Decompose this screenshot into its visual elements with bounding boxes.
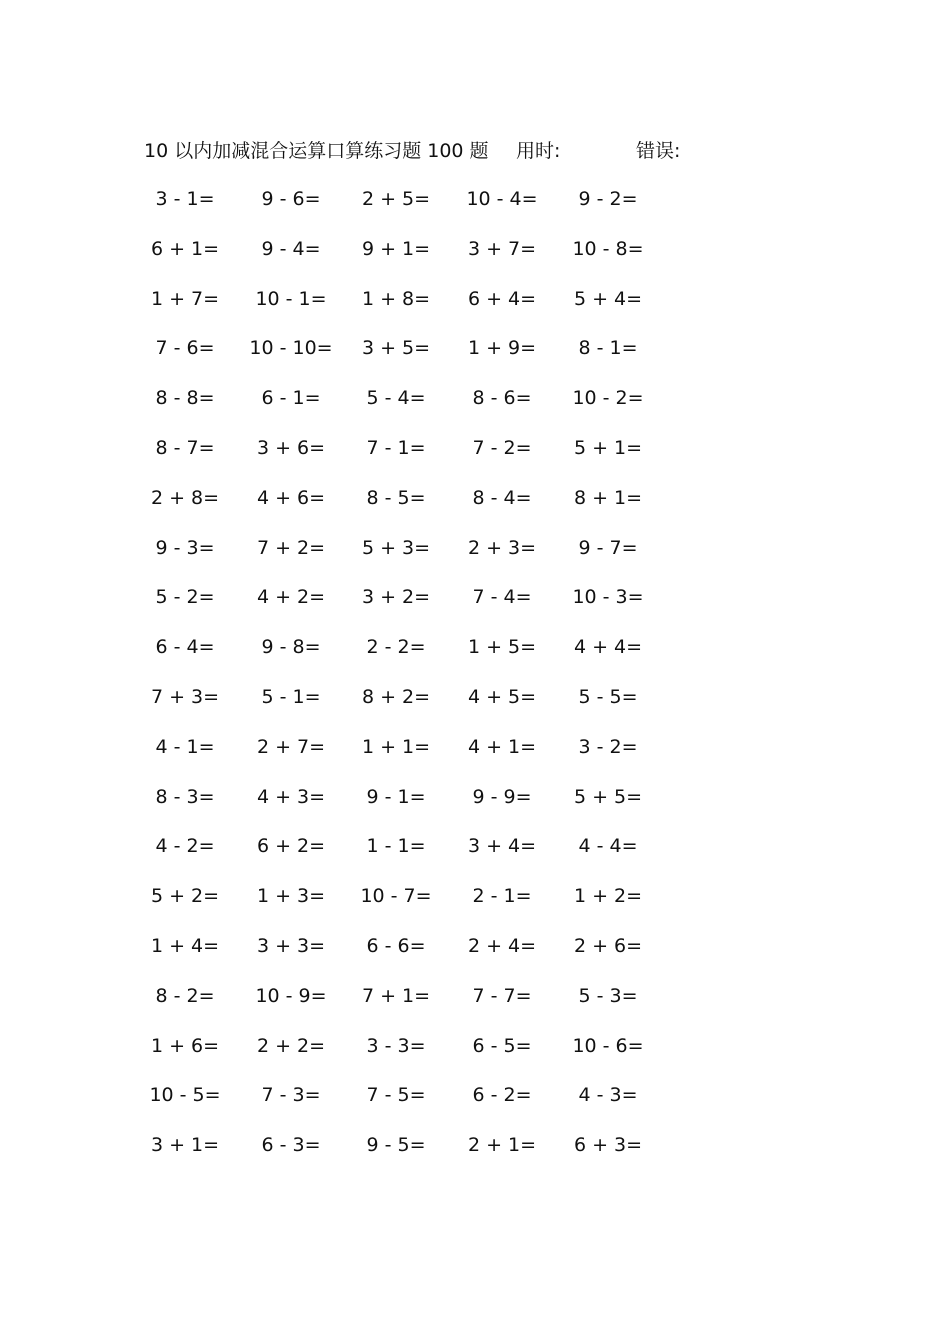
arithmetic-problem: 4 + 1= bbox=[467, 735, 537, 758]
arithmetic-problem: 7 - 1= bbox=[366, 436, 426, 459]
arithmetic-problem: 6 - 1= bbox=[261, 387, 321, 410]
arithmetic-problem: 4 + 4= bbox=[573, 636, 643, 659]
arithmetic-problem: 3 - 3= bbox=[366, 1034, 426, 1057]
arithmetic-problem: 1 + 3= bbox=[256, 885, 326, 908]
arithmetic-problem: 5 - 3= bbox=[578, 984, 638, 1007]
problem-row bbox=[0, 680, 950, 730]
arithmetic-problem: 8 - 4= bbox=[472, 486, 532, 509]
arithmetic-problem: 2 + 1= bbox=[467, 1134, 537, 1157]
arithmetic-problem: 9 - 9= bbox=[472, 785, 532, 808]
arithmetic-problem: 6 + 1= bbox=[150, 237, 220, 260]
arithmetic-problem: 4 + 6= bbox=[256, 486, 326, 509]
arithmetic-problem: 5 - 2= bbox=[155, 586, 215, 609]
worksheet-title: 10 以内加减混合运算口算练习题 100 题 bbox=[144, 140, 489, 162]
arithmetic-problem: 8 - 8= bbox=[155, 387, 215, 410]
arithmetic-problem: 5 - 1= bbox=[261, 685, 321, 708]
arithmetic-problem: 5 + 4= bbox=[573, 287, 643, 310]
arithmetic-problem: 9 - 6= bbox=[261, 188, 321, 210]
arithmetic-problem: 4 - 3= bbox=[578, 1084, 638, 1107]
time-used-label: 用时: bbox=[516, 140, 561, 162]
arithmetic-problem: 2 + 7= bbox=[256, 735, 326, 758]
arithmetic-problem: 9 - 7= bbox=[578, 536, 638, 559]
arithmetic-problem: 3 + 2= bbox=[361, 586, 431, 609]
problem-row bbox=[0, 929, 950, 979]
problem-row bbox=[0, 780, 950, 830]
arithmetic-problem: 6 - 5= bbox=[472, 1034, 532, 1057]
arithmetic-problem: 8 + 1= bbox=[573, 486, 643, 509]
arithmetic-problem: 2 - 1= bbox=[472, 885, 532, 908]
arithmetic-problem: 10 - 9= bbox=[255, 984, 327, 1007]
arithmetic-problem: 5 - 4= bbox=[366, 387, 426, 410]
problem-row bbox=[0, 232, 950, 282]
arithmetic-problem: 10 - 3= bbox=[572, 586, 644, 609]
arithmetic-problem: 1 + 1= bbox=[361, 735, 431, 758]
arithmetic-problem: 3 - 1= bbox=[155, 188, 215, 210]
arithmetic-problem: 4 - 4= bbox=[578, 835, 638, 858]
arithmetic-problem: 9 - 8= bbox=[261, 636, 321, 659]
arithmetic-problem: 1 + 2= bbox=[573, 885, 643, 908]
arithmetic-problem: 5 + 2= bbox=[150, 885, 220, 908]
arithmetic-problem: 1 + 7= bbox=[150, 287, 220, 310]
arithmetic-problem: 7 - 7= bbox=[472, 984, 532, 1007]
problem-row bbox=[0, 580, 950, 630]
arithmetic-problem: 6 - 6= bbox=[366, 934, 426, 957]
arithmetic-problem: 8 - 5= bbox=[366, 486, 426, 509]
arithmetic-problem: 1 + 6= bbox=[150, 1034, 220, 1057]
arithmetic-problem: 2 + 5= bbox=[361, 188, 431, 210]
arithmetic-problem: 7 - 2= bbox=[472, 436, 532, 459]
arithmetic-problem: 5 + 3= bbox=[361, 536, 431, 559]
arithmetic-problem: 4 + 2= bbox=[256, 586, 326, 609]
arithmetic-problem: 8 - 1= bbox=[578, 337, 638, 360]
arithmetic-problem: 9 - 1= bbox=[366, 785, 426, 808]
arithmetic-problem: 1 - 1= bbox=[366, 835, 426, 858]
arithmetic-problem: 3 + 3= bbox=[256, 934, 326, 957]
arithmetic-problem: 6 + 3= bbox=[573, 1134, 643, 1157]
problem-row bbox=[0, 879, 950, 929]
arithmetic-problem: 2 - 2= bbox=[366, 636, 426, 659]
arithmetic-problem: 8 + 2= bbox=[361, 685, 431, 708]
arithmetic-problem: 1 + 8= bbox=[361, 287, 431, 310]
problem-grid bbox=[0, 182, 950, 1178]
problem-row bbox=[0, 630, 950, 680]
arithmetic-problem: 3 + 1= bbox=[150, 1134, 220, 1157]
arithmetic-problem: 6 - 4= bbox=[155, 636, 215, 659]
arithmetic-problem: 10 - 5= bbox=[149, 1084, 221, 1107]
problem-row bbox=[0, 381, 950, 431]
problem-row bbox=[0, 481, 950, 531]
arithmetic-problem: 3 + 4= bbox=[467, 835, 537, 858]
arithmetic-problem: 9 - 5= bbox=[366, 1134, 426, 1157]
arithmetic-problem: 9 - 4= bbox=[261, 237, 321, 260]
problem-row bbox=[0, 431, 950, 481]
problem-row bbox=[0, 979, 950, 1029]
arithmetic-problem: 6 + 2= bbox=[256, 835, 326, 858]
problem-row bbox=[0, 531, 950, 581]
arithmetic-problem: 2 + 8= bbox=[150, 486, 220, 509]
problem-row bbox=[0, 182, 950, 232]
arithmetic-problem: 8 - 7= bbox=[155, 436, 215, 459]
arithmetic-problem: 10 - 2= bbox=[572, 387, 644, 410]
arithmetic-problem: 4 - 1= bbox=[155, 735, 215, 758]
arithmetic-problem: 7 - 5= bbox=[366, 1084, 426, 1107]
arithmetic-problem: 8 - 3= bbox=[155, 785, 215, 808]
arithmetic-problem: 3 + 7= bbox=[467, 237, 537, 260]
arithmetic-problem: 5 + 1= bbox=[573, 436, 643, 459]
arithmetic-problem: 9 + 1= bbox=[361, 237, 431, 260]
arithmetic-problem: 2 + 6= bbox=[573, 934, 643, 957]
arithmetic-problem: 2 + 4= bbox=[467, 934, 537, 957]
problem-row bbox=[0, 1128, 950, 1178]
arithmetic-problem: 10 - 6= bbox=[572, 1034, 644, 1057]
arithmetic-problem: 7 + 3= bbox=[150, 685, 220, 708]
arithmetic-problem: 7 + 2= bbox=[256, 536, 326, 559]
arithmetic-problem: 6 - 3= bbox=[261, 1134, 321, 1157]
arithmetic-problem: 7 - 4= bbox=[472, 586, 532, 609]
error-count-label: 错误: bbox=[636, 140, 681, 162]
arithmetic-problem: 4 + 3= bbox=[256, 785, 326, 808]
problem-row bbox=[0, 1078, 950, 1128]
arithmetic-problem: 10 - 7= bbox=[360, 885, 432, 908]
arithmetic-problem: 8 - 2= bbox=[155, 984, 215, 1007]
arithmetic-problem: 10 - 8= bbox=[572, 237, 644, 260]
arithmetic-problem: 10 - 1= bbox=[255, 287, 327, 310]
arithmetic-problem: 7 - 6= bbox=[155, 337, 215, 360]
arithmetic-problem: 8 - 6= bbox=[472, 387, 532, 410]
arithmetic-problem: 7 - 3= bbox=[261, 1084, 321, 1107]
arithmetic-problem: 1 + 4= bbox=[150, 934, 220, 957]
arithmetic-problem: 5 + 5= bbox=[573, 785, 643, 808]
problem-row bbox=[0, 730, 950, 780]
arithmetic-problem: 4 + 5= bbox=[467, 685, 537, 708]
arithmetic-problem: 1 + 5= bbox=[467, 636, 537, 659]
arithmetic-problem: 5 - 5= bbox=[578, 685, 638, 708]
arithmetic-problem: 10 - 10= bbox=[249, 337, 333, 360]
arithmetic-problem: 3 + 5= bbox=[361, 337, 431, 360]
problem-row bbox=[0, 829, 950, 879]
arithmetic-problem: 9 - 3= bbox=[155, 536, 215, 559]
arithmetic-problem: 1 + 9= bbox=[467, 337, 537, 360]
arithmetic-problem: 10 - 4= bbox=[466, 188, 538, 210]
problem-row bbox=[0, 1029, 950, 1079]
arithmetic-problem: 6 - 2= bbox=[472, 1084, 532, 1107]
arithmetic-problem: 4 - 2= bbox=[155, 835, 215, 858]
problem-row bbox=[0, 331, 950, 381]
arithmetic-problem: 2 + 3= bbox=[467, 536, 537, 559]
arithmetic-problem: 3 - 2= bbox=[578, 735, 638, 758]
arithmetic-problem: 9 - 2= bbox=[578, 188, 638, 210]
problem-row bbox=[0, 282, 950, 332]
arithmetic-problem: 6 + 4= bbox=[467, 287, 537, 310]
arithmetic-problem: 7 + 1= bbox=[361, 984, 431, 1007]
arithmetic-problem: 2 + 2= bbox=[256, 1034, 326, 1057]
arithmetic-problem: 3 + 6= bbox=[256, 436, 326, 459]
